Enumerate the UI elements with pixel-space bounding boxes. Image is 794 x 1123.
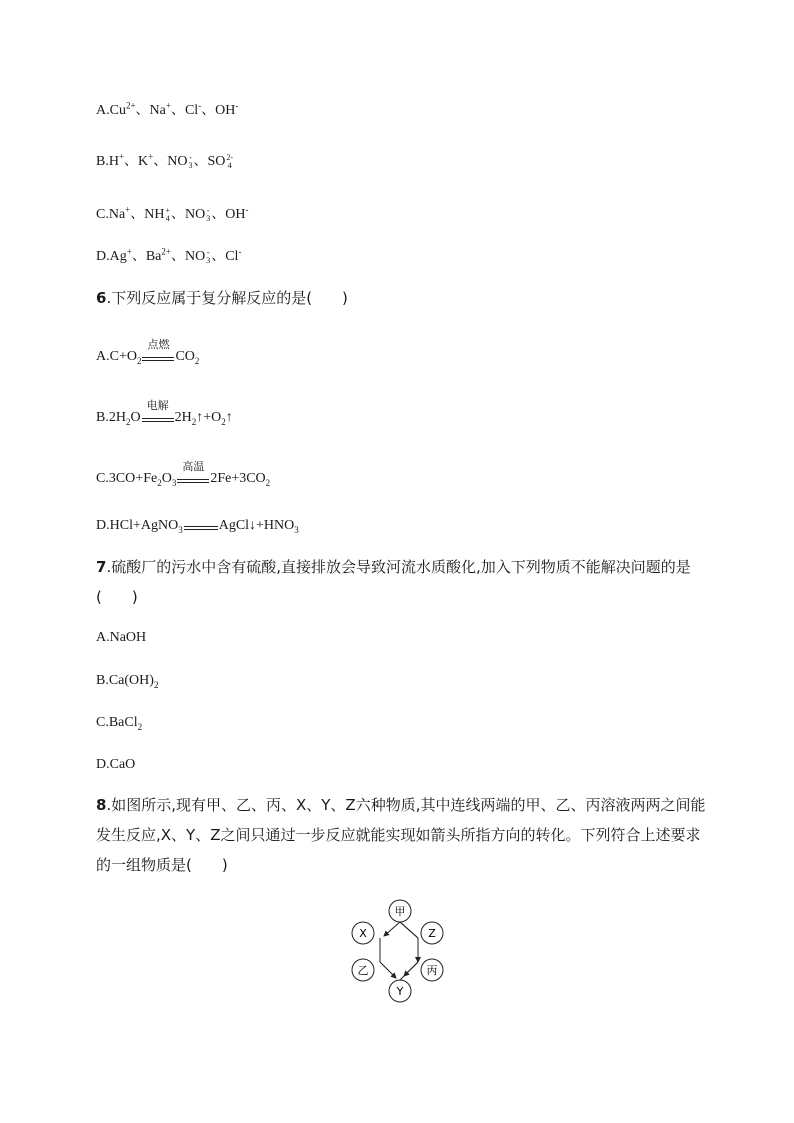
q7-stem: 7.硫酸厂的污水中含有硫酸,直接排放会导致河流水质酸化,加入下列物质不能解决问题的是( )	[96, 558, 691, 606]
reaction-hexagon-diagram	[344, 898, 454, 1006]
q6-option-d: D.HCl+AgNO$_3$ $AgCl↓+HNO_3$	[96, 518, 299, 535]
node-jia	[389, 900, 411, 922]
q5-option-c: C.Na+、NH+ 4、NO - 3、OH-	[96, 204, 249, 223]
svg-text:甲: 甲	[394, 905, 406, 918]
reaction-condition-arrow: 高温	[176, 469, 210, 489]
q5-option-d: D.Ag+、$Ba^{2+}$、NO - 3、Cl-	[96, 246, 242, 265]
edge-bing-arrow	[404, 962, 418, 976]
edge-jia-to-x	[384, 922, 400, 936]
q7-option-a: A.NaOH	[96, 630, 147, 645]
reaction-condition-arrow: 电解	[141, 408, 175, 428]
node-y	[389, 980, 411, 1002]
q5-option-a: $A.Cu^{2+}$、Na+、Cl-、OH-	[96, 100, 239, 118]
edge-yi-to-y	[380, 962, 396, 978]
svg-text:丙: 丙	[426, 964, 438, 977]
reaction-condition-arrow: 点燃	[141, 347, 175, 367]
q7-option-c: C.BaCl$_2$	[96, 715, 143, 732]
svg-text:Y: Y	[396, 985, 404, 998]
q7-option-b: $B.Ca(OH)_2$	[96, 673, 159, 690]
svg-text:乙: 乙	[357, 964, 369, 977]
node-yi	[352, 959, 374, 981]
reaction-equals-sign	[183, 516, 219, 536]
q5-option-b: B.H+、K+、NO - 3、SO2- 4	[96, 151, 234, 170]
q7-option-d: D.CaO	[96, 757, 136, 772]
node-bing	[421, 959, 443, 981]
q8-stem: 8.如图所示,现有甲、乙、丙、X、Y、Z六种物质,其中连线两端的甲、乙、丙溶液两两之间能发生反应,X、Y、Z之间只通过一步反应就能实现如箭头所指方向的转化。下列符合上述要求的一组物质是( )	[96, 796, 706, 874]
q6-stem: 6.下列反应属于复分解反应的是( )	[96, 289, 348, 307]
q6-option-b: $B.2H_2O$ 电解 $2H_2↑+O_2↑$	[96, 399, 233, 427]
node-x	[352, 922, 374, 944]
node-z	[421, 922, 443, 944]
q6-option-c: $C.3CO+Fe_2O_3$ 高温 $2Fe+3CO_2$	[96, 460, 271, 488]
svg-text:Z: Z	[428, 927, 436, 940]
svg-text:X: X	[359, 927, 367, 940]
q6-option-a: $A.C+O_2$ 点燃 $CO_2$	[96, 338, 200, 366]
